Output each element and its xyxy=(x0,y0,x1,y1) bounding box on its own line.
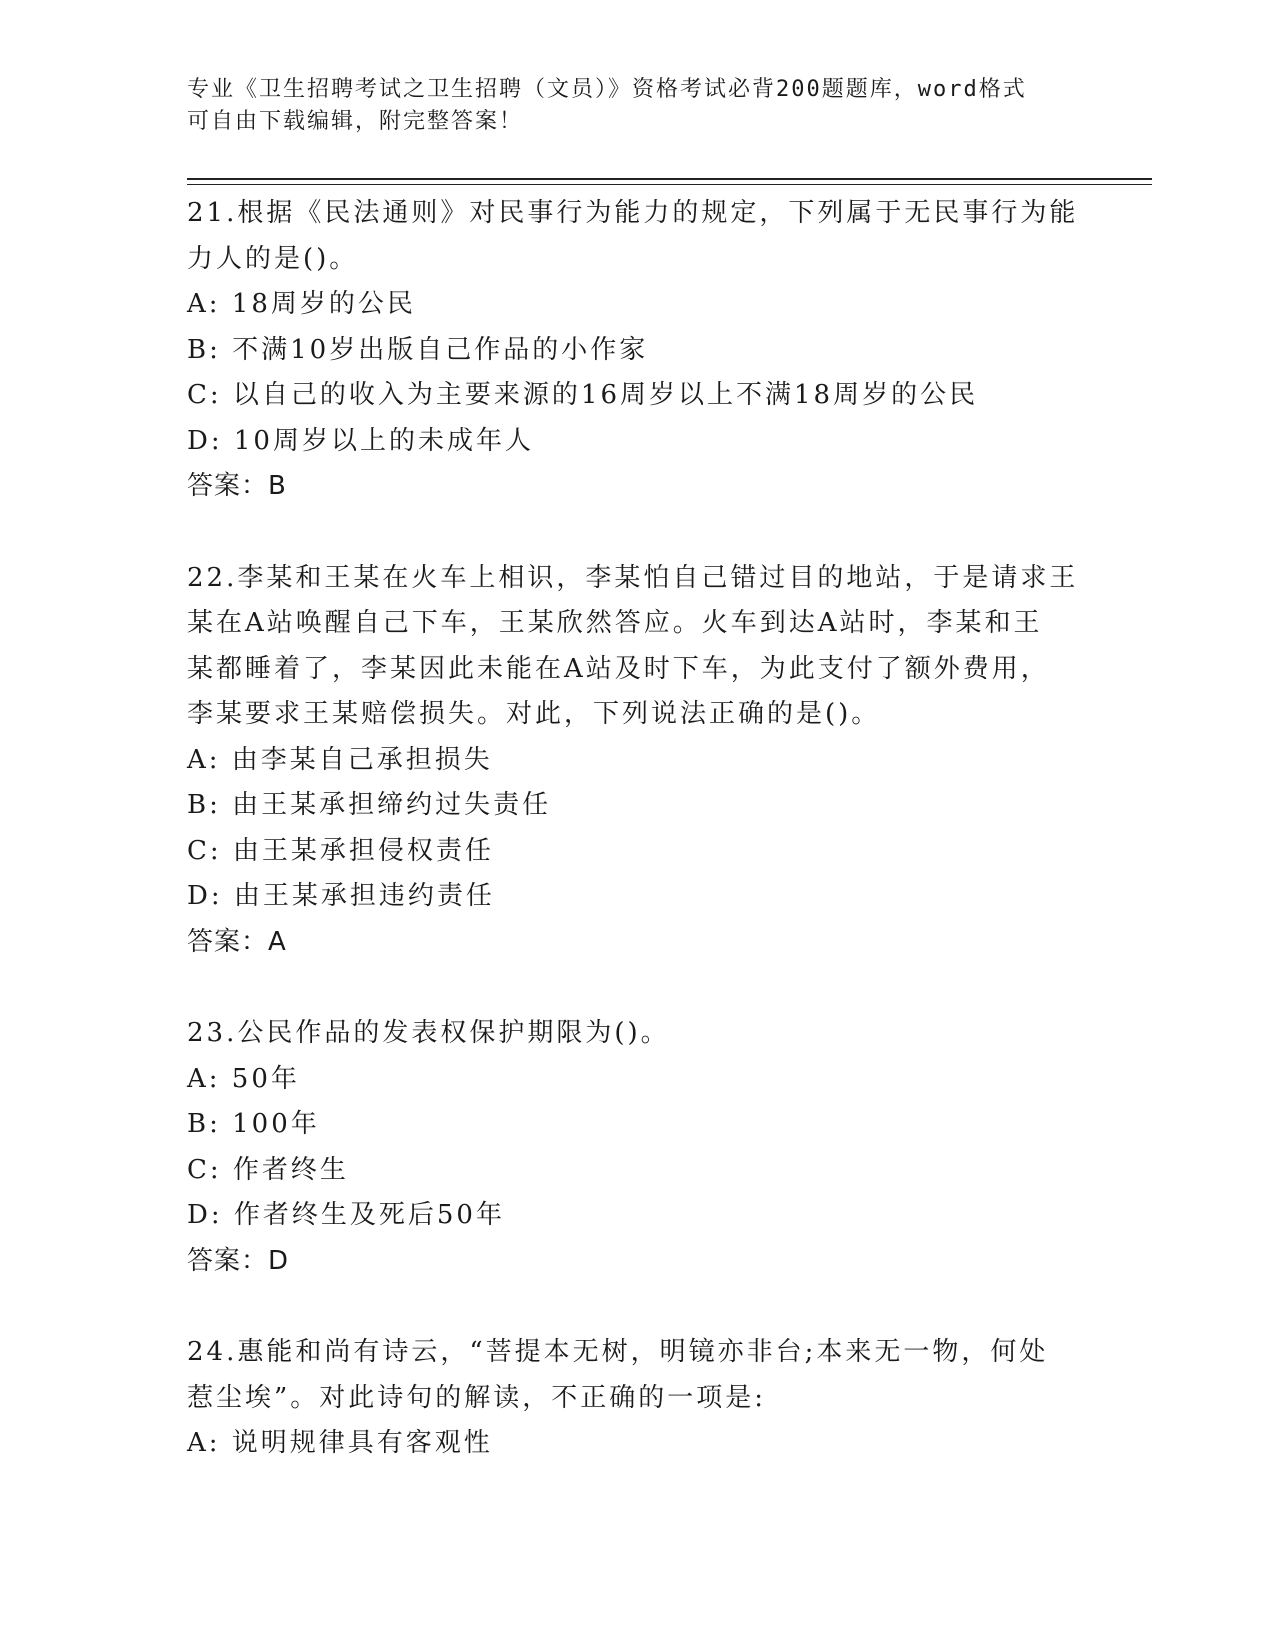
question-stem xyxy=(187,1011,1087,1057)
option-a: A: 由李某自己承担损失 xyxy=(187,744,493,775)
question-23 xyxy=(187,1011,1087,1284)
option-a: A: 18周岁的公民 xyxy=(187,289,416,319)
answer: 答案：D xyxy=(187,1245,290,1276)
stem-line: 某都睡着了，李某因此未能在A站及时下车，为此支付了额外费用， xyxy=(187,653,1050,684)
answer: 答案：A xyxy=(187,926,287,957)
option-b: B: 由王某承担缔约过失责任 xyxy=(187,790,552,820)
question-stem xyxy=(187,556,1087,738)
stem-line: 22.李某和王某在火车上相识，李某怕自己错过目的地站，于是请求王 xyxy=(187,562,1079,593)
question-24 xyxy=(187,1330,1087,1467)
header-divider xyxy=(187,178,1152,185)
question-22 xyxy=(187,556,1087,966)
question-stem xyxy=(187,1330,1087,1421)
stem-line: 惹尘埃”。对此诗句的解读，不正确的一项是: xyxy=(187,1382,767,1413)
option-a: A: 50年 xyxy=(187,1063,300,1094)
option-d: D: 作者终生及死后50年 xyxy=(187,1200,505,1230)
question-stem xyxy=(187,191,1087,282)
stem-line: 24.惠能和尚有诗云，“菩提本无树，明镜亦非台;本来无一物，何处 xyxy=(187,1337,1049,1367)
option-d: D: 10周岁以上的未成年人 xyxy=(187,425,534,456)
stem-line: 李某要求王某赔偿损失。对此，下列说法正确的是()。 xyxy=(187,699,881,729)
stem-line: 某在A站唤醒自己下车，王某欣然答应。火车到达A站时，李某和王 xyxy=(187,608,1043,638)
question-list xyxy=(187,191,1087,1513)
stem-line: 力人的是()。 xyxy=(187,243,359,274)
option-d: D: 由王某承担违约责任 xyxy=(187,881,495,911)
option-c: C: 以自己的收入为主要来源的16周岁以上不满18周岁的公民 xyxy=(187,380,979,410)
option-c: C: 作者终生 xyxy=(187,1154,349,1185)
question-21 xyxy=(187,191,1087,510)
option-b: B: 100年 xyxy=(187,1109,320,1139)
header-line-1: 专业《卫生招聘考试之卫生招聘（文员）》资格考试必背200题题库，word格式 xyxy=(187,77,1027,102)
document-header xyxy=(187,74,1067,138)
stem-line: 21.根据《民法通则》对民事行为能力的规定，下列属于无民事行为能 xyxy=(187,198,1079,228)
answer: 答案：B xyxy=(187,471,287,501)
option-a: A: 说明规律具有客观性 xyxy=(187,1428,493,1458)
option-c: C: 由王某承担侵权责任 xyxy=(187,835,494,866)
option-b: B: 不满10岁出版自己作品的小作家 xyxy=(187,334,649,365)
stem-line: 23.公民作品的发表权保护期限为()。 xyxy=(187,1018,670,1048)
header-line-2: 可自由下载编辑，附完整答案！ xyxy=(187,109,524,134)
